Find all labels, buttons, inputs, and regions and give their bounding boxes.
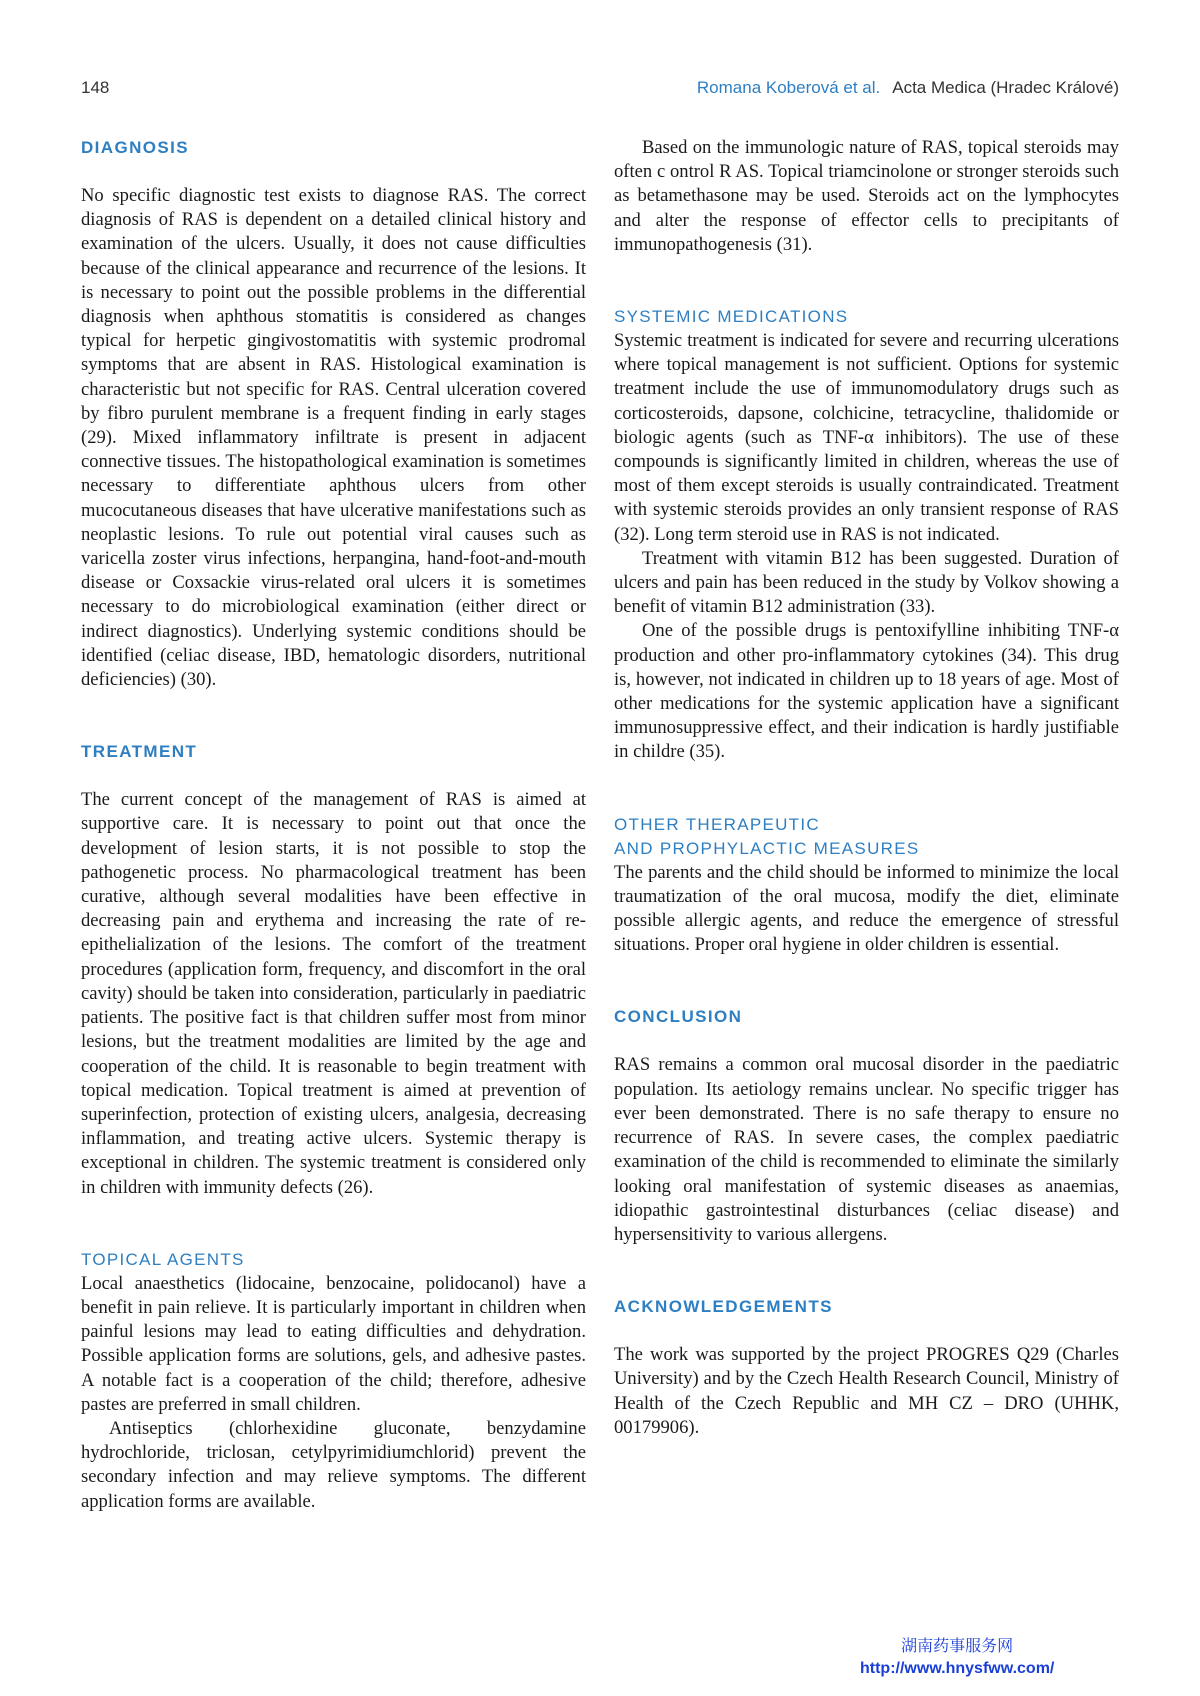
topical-agents-paragraph-2: Antiseptics (chlorhexidine gluconate, benzydamine hydrochloride, triclosan, cetylpyrimidiumchlorid) prevent the secondary infection and may relieve symptoms. The different application forms are available. [81,1417,586,1512]
systemic-medications-heading: SYSTEMIC MEDICATIONS [614,307,849,327]
conclusion-paragraph: RAS remains a common oral mucosal disorder in the paediatric population. Its aetiology remains unclear. No specific trigger has ever been demonstrated. There is no safe therapy to ensure no recurrence of RAS. In severe cases, the complex paediatric examination of the child is recommended to eliminate the similarly looking oral manifestation of systemic diseases as anaemias, idiopathic gastrointestinal disturbances (celiac disease) and hypersensitivity to various allergens. [614,1054,1119,1245]
left-column [81,136,586,1514]
conclusion-heading: CONCLUSION [614,1007,743,1027]
topical-agents-paragraph-1: Local anaesthetics (lidocaine, benzocaine, polidocanol) have a benefit in pain relieve. It is particularly important in children when painful lesions may lead to eating difficulties and dehydration. Possible application forms are solutions, gels, and adhesive pastes. A notable fact is a cooperation of the child; therefore, adhesive pastes are preferred in small children. [81,1272,586,1415]
running-head-journal: Acta Medica (Hradec Králové) [892,78,1119,97]
running-head-authors: Romana Koberová et al. [696,78,881,97]
treatment-heading: TREATMENT [81,742,198,762]
other-measures-heading [614,813,1119,861]
right-column [614,136,1119,1440]
page-number: 148 [81,78,110,97]
watermark-text: 湖南药事服务网 [901,1638,1014,1655]
watermark-url: http://www.hnysfww.com/ [860,1660,1055,1677]
treatment-paragraph: The current concept of the management of RAS is aimed at supportive care. It is necessary to point out that once the development of lesion starts, it is not possible to stop the pathogenetic process. No pharmacological treatment has been curative, although several modalities have been effective in decreasing pain and erythema and increasing the rate of re-epithelialization of the lesions. The comfort of the treatment procedures (application form, frequency, and discomfort in the oral cavity) should be taken into consideration, particularly in paediatric patients. The positive fact is that children suffer most from minor lesions, but the treatment modalities are limited by the age and cooperation of the child. It is reasonable to begin treatment with topical medication. Topical treatment is aimed at prevention of superinfection, protection of existing ulcers, analgesia, decreasing inflammation, and treating active ulcers. Systemic therapy is exceptional in children. The systemic treatment is considered only in children with immunity defects (26). [81,789,586,1198]
topical-agents-heading: TOPICAL AGENTS [81,1249,245,1269]
other-measures-heading-line-1: OTHER THERAPEUTIC [614,814,820,834]
page-header [81,78,1119,102]
running-head [697,78,1119,98]
diagnosis-paragraph: No specific diagnostic test exists to diagnose RAS. The correct diagnosis of RAS is dependent on a detailed clinical history and examination of the ulcers. Usually, it does not cause difficulties because of the clinical appearance and recurrence of the lesions. It is necessary to point out the possible problems in the differential diagnosis when aphthous stomatitis is considered as changes typical for herpetic gingivostomatitis with systemic prodromal symptoms that are absent in RAS. Histological examination is characteristic but not specific for RAS. Central ulceration covered by fibro purulent membrane is a frequent finding in early stages (29). Mixed inflammatory infiltrate is present in adjacent connective tissues. The histopathological examination is sometimes necessary to differentiate aphthous ulcers from other mucocutaneous diseases that have ulcerative manifestations such as neoplastic lesions. To rule out potential viral causes such as varicella zoster virus infections, herpangina, hand-foot-and-mouth disease or Coxsackie virus-related oral ulcers it is sometimes necessary to do microbiological examination (either direct or indirect diagnostics). Underlying systemic conditions should be identified (celiac disease, IBD, hematologic disorders, nutritional deficiencies) (30). [81,185,586,691]
other-measures-heading-line-2: AND PROPHYLACTIC MEASURES [614,838,920,858]
systemic-paragraph-1: Systemic treatment is indicated for severe and recurring ulcerations where topical management is not sufficient. Options for systemic treatment include the use of immunomodulatory drugs such as corticosteroids, dapsone, colchicine, tetracycline, thalidomide or biologic agents (such as TNF-α inhibitors). The use of these compounds is significantly limited in children, whereas the use of most of them except steroids is usually contraindicated. Treatment with systemic steroids provides an only transient response of RAS (32). Long term steroid use in RAS is not indicated. [614,330,1119,545]
site-watermark [860,1636,1054,1680]
systemic-paragraph-3: One of the possible drugs is pentoxifylline inhibiting TNF-α production and other pro-inflammatory cytokines (34). This drug is, however, not indicated in children up to 18 years of age. Most of other medications for the systemic application have a significant immunosuppressive effect, and their indication is hardly justifiable in childre (35). [614,620,1119,763]
other-measures-paragraph: The parents and the child should be informed to minimize the local traumatization of the oral mucosa, modify the diet, eliminate possible allergic agents, and reduce the emergence of stressful situations. Proper oral hygiene in older children is essential. [614,861,1119,956]
diagnosis-heading: DIAGNOSIS [81,138,190,157]
systemic-paragraph-2: Treatment with vitamin B12 has been suggested. Duration of ulcers and pain has been reduced in the study by Volkov showing a benefit of vitamin B12 administration (33). [614,547,1119,618]
topical-steroids-paragraph: Based on the immunologic nature of RAS, topical steroids may often c ontrol R AS. Topical triamcinolone or stronger steroids such as betamethasone may be used. Steroids act on the lymphocytes and alter the response of effector cells to precipitants of immunopathogenesis (31). [614,137,1119,255]
acknowledgements-heading: ACKNOWLEDGEMENTS [614,1297,833,1317]
acknowledgements-paragraph: The work was supported by the project PROGRES Q29 (Charles University) and by the Czech Health Research Council, Ministry of Health of the Czech Republic and MH CZ – DRO (UHHK, 00179906). [614,1344,1119,1438]
